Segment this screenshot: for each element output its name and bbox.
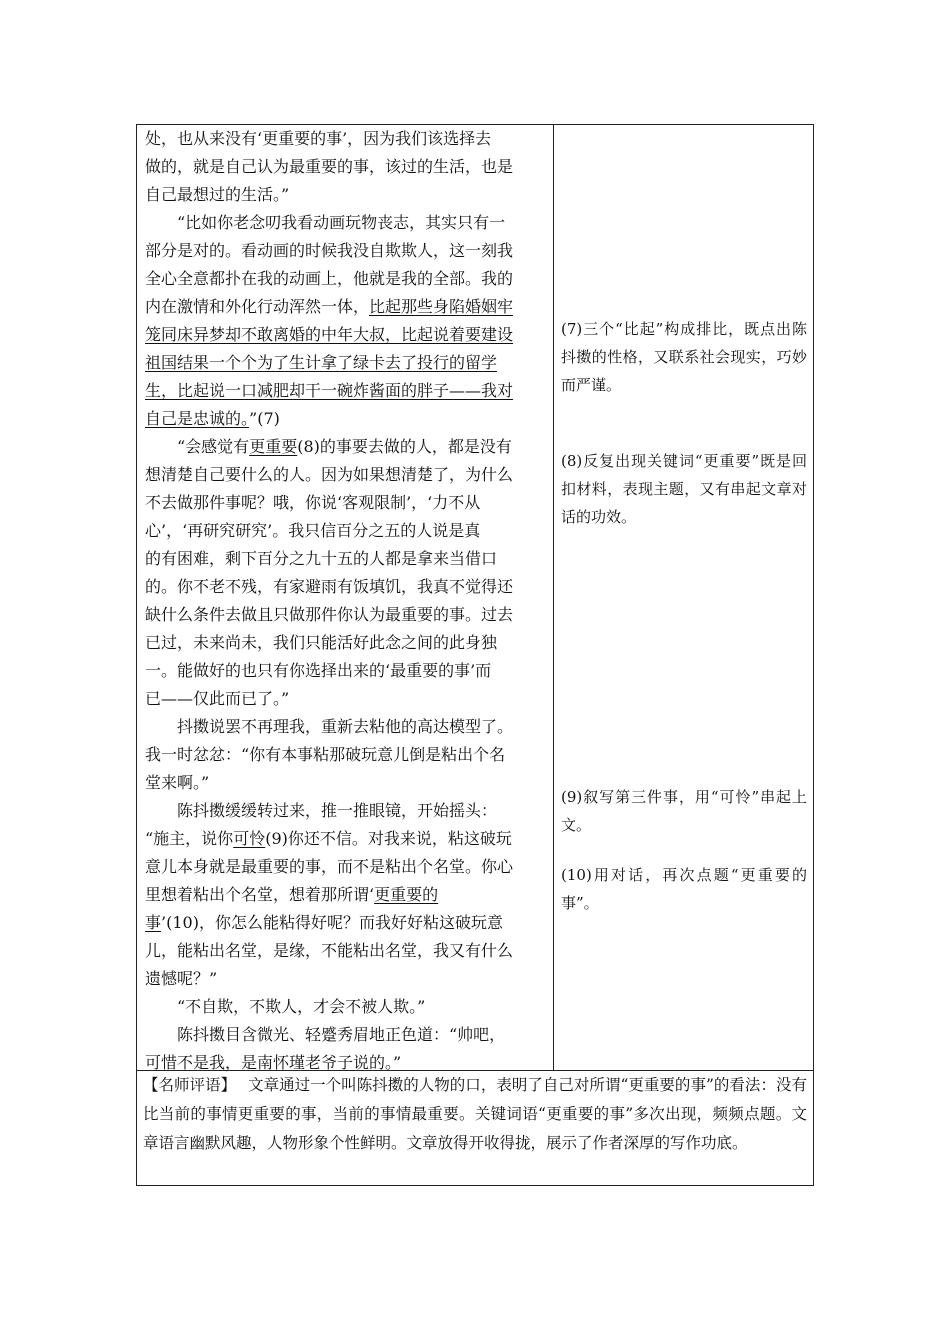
essay-segment: “施主，说你 xyxy=(145,829,234,848)
essay-text-cell xyxy=(145,125,543,1070)
essay-line: 的。你不老不残，有家避雨有饭填饥，我真不觉得还 xyxy=(145,577,514,596)
essay-segment: ’(10)，你怎么能粘得好呢？而我好好粘这破玩意 xyxy=(161,913,503,932)
essay-line xyxy=(145,909,503,937)
annotation-note-7: (7)三个“比起”构成排比，既点出陈抖擞的性格，又联系社会现实，巧妙而严谨。 xyxy=(561,320,807,394)
underlined-parallelism: 祖国结果一个个为了生计拿了绿卡去了投行的留学 xyxy=(145,353,498,372)
essay-line xyxy=(145,881,438,909)
essay-line: “比如你老念叨我看动画玩物丧志，其实只有一 xyxy=(177,213,506,232)
underlined-parallelism: 比起那些身陷婚姻牢 xyxy=(369,297,514,316)
underlined-keyword: 更重要 xyxy=(249,437,298,456)
essay-line: 已过，未来尚未，我们只能活好此念之间的此身独 xyxy=(145,633,498,652)
essay-line: 做的，就是自己认为最重要的事，该过的生活，也是 xyxy=(145,157,514,176)
comment-text: 文章通过一个叫陈抖擞的人物的口，表明了自己对所谓“更重要的事”的看法：没有比当前的事情更重要的事，当前的事情最重要。关键词语“更重要的事”多次出现，频频点题。文章语言幽默风趣，人物形象个性鲜明。文章放得开收得拢，展示了作者深厚的写作功底。 xyxy=(143,1076,807,1152)
essay-line: 遗憾呢？” xyxy=(145,969,218,988)
essay-line: 抖擞说罢不再理我，重新去粘他的高达模型了。 xyxy=(177,717,514,736)
underlined-keyword: 可怜 xyxy=(233,829,266,848)
underlined-keyword: 事 xyxy=(145,913,162,932)
essay-line: 陈抖擞缓缓转过来，推一推眼镜，开始摇头： xyxy=(177,801,498,820)
underlined-parallelism: 自己是忠诚的。 xyxy=(145,409,250,428)
essay-line: 意儿本身就是最重要的事，而不是粘出个名堂。你心 xyxy=(145,857,514,876)
essay-segment: “会感觉有 xyxy=(177,437,250,456)
essay-line: “不自欺，不欺人，才会不被人欺。” xyxy=(177,997,426,1016)
essay-line xyxy=(145,825,512,853)
essay-line: 想清楚自己要什么的人。因为如果想清楚了，为什么 xyxy=(145,465,514,484)
essay-line: 处，也从来没有‘更重要的事’，因为我们该选择去 xyxy=(145,129,492,148)
essay-line: 全心全意都扑在我的动画上，他就是我的全部。我的 xyxy=(145,269,514,288)
annotation-note-9: (9)叙写第三件事，用“可怜”串起上文。 xyxy=(561,788,807,834)
teacher-comment xyxy=(143,1071,807,1158)
essay-line xyxy=(177,433,512,461)
column-divider xyxy=(553,125,554,1070)
essay-line: 不去做那件事呢？哦，你说‘客观限制’，‘力不从 xyxy=(145,493,481,512)
essay-segment: (9)你还不信。对我来说，粘这破玩 xyxy=(265,829,512,848)
essay-line: 自己最想过的生活。” xyxy=(145,185,290,204)
essay-line: 缺什么条件去做且只做那件你认为最重要的事。过去 xyxy=(145,605,514,624)
underlined-parallelism: 生，比起说一口减肥却干一碗炸酱面的胖子——我对 xyxy=(145,381,514,400)
essay-line xyxy=(145,405,280,433)
annotation-note-8: (8)反复出现关键词“更重要”既是回扣材料，表现主题，又有串起文章对话的功效。 xyxy=(561,452,807,526)
essay-line: 陈抖擞目含微光、轻蹙秀眉地正色道：“帅吧， xyxy=(177,1025,506,1044)
essay-line: 心’，‘再研究研究’。我只信百分之五的人说是真 xyxy=(145,521,481,540)
essay-line: 可惜不是我，是南怀瑾老爷子说的。” xyxy=(145,1053,402,1072)
essay-annotation-table xyxy=(136,124,814,1186)
essay-line: 的有困难，剩下百分之九十五的人都是拿来当借口 xyxy=(145,549,498,568)
annotation-note-10: (10)用对话，再次点题“更重要的事”。 xyxy=(561,866,807,912)
essay-line: 一。能做好的也只有你选择出来的‘最重要的事’而 xyxy=(145,661,492,680)
essay-line: 已——仅此而已了。” xyxy=(145,689,290,708)
essay-line xyxy=(145,293,513,321)
essay-line: 堂来啊。” xyxy=(145,773,210,792)
essay-segment: (8)的事要去做的人，都是没有 xyxy=(297,437,512,456)
annotation-cell xyxy=(561,125,809,1070)
annotation-marker-7: ”(7) xyxy=(249,409,280,428)
essay-line: 部分是对的。看动画的时候我没自欺欺人，这一刻我 xyxy=(145,241,514,260)
essay-segment: 里想着粘出个名堂，想着那所谓‘ xyxy=(145,885,375,904)
essay-line: 我一时忿忿：“你有本事粘那破玩意儿倒是粘出个名 xyxy=(145,745,506,764)
underlined-parallelism: 笼同床异梦却不敢离婚的中年大叔，比起说着要建设 xyxy=(145,325,514,344)
essay-line: 儿，能粘出名堂，是缘，不能粘出名堂，我又有什么 xyxy=(145,941,514,960)
comment-tag: 【名师评语】 xyxy=(143,1076,237,1094)
essay-segment: 内在激情和外化行动浑然一体， xyxy=(145,297,370,316)
underlined-keyword: 更重要的 xyxy=(374,885,439,904)
